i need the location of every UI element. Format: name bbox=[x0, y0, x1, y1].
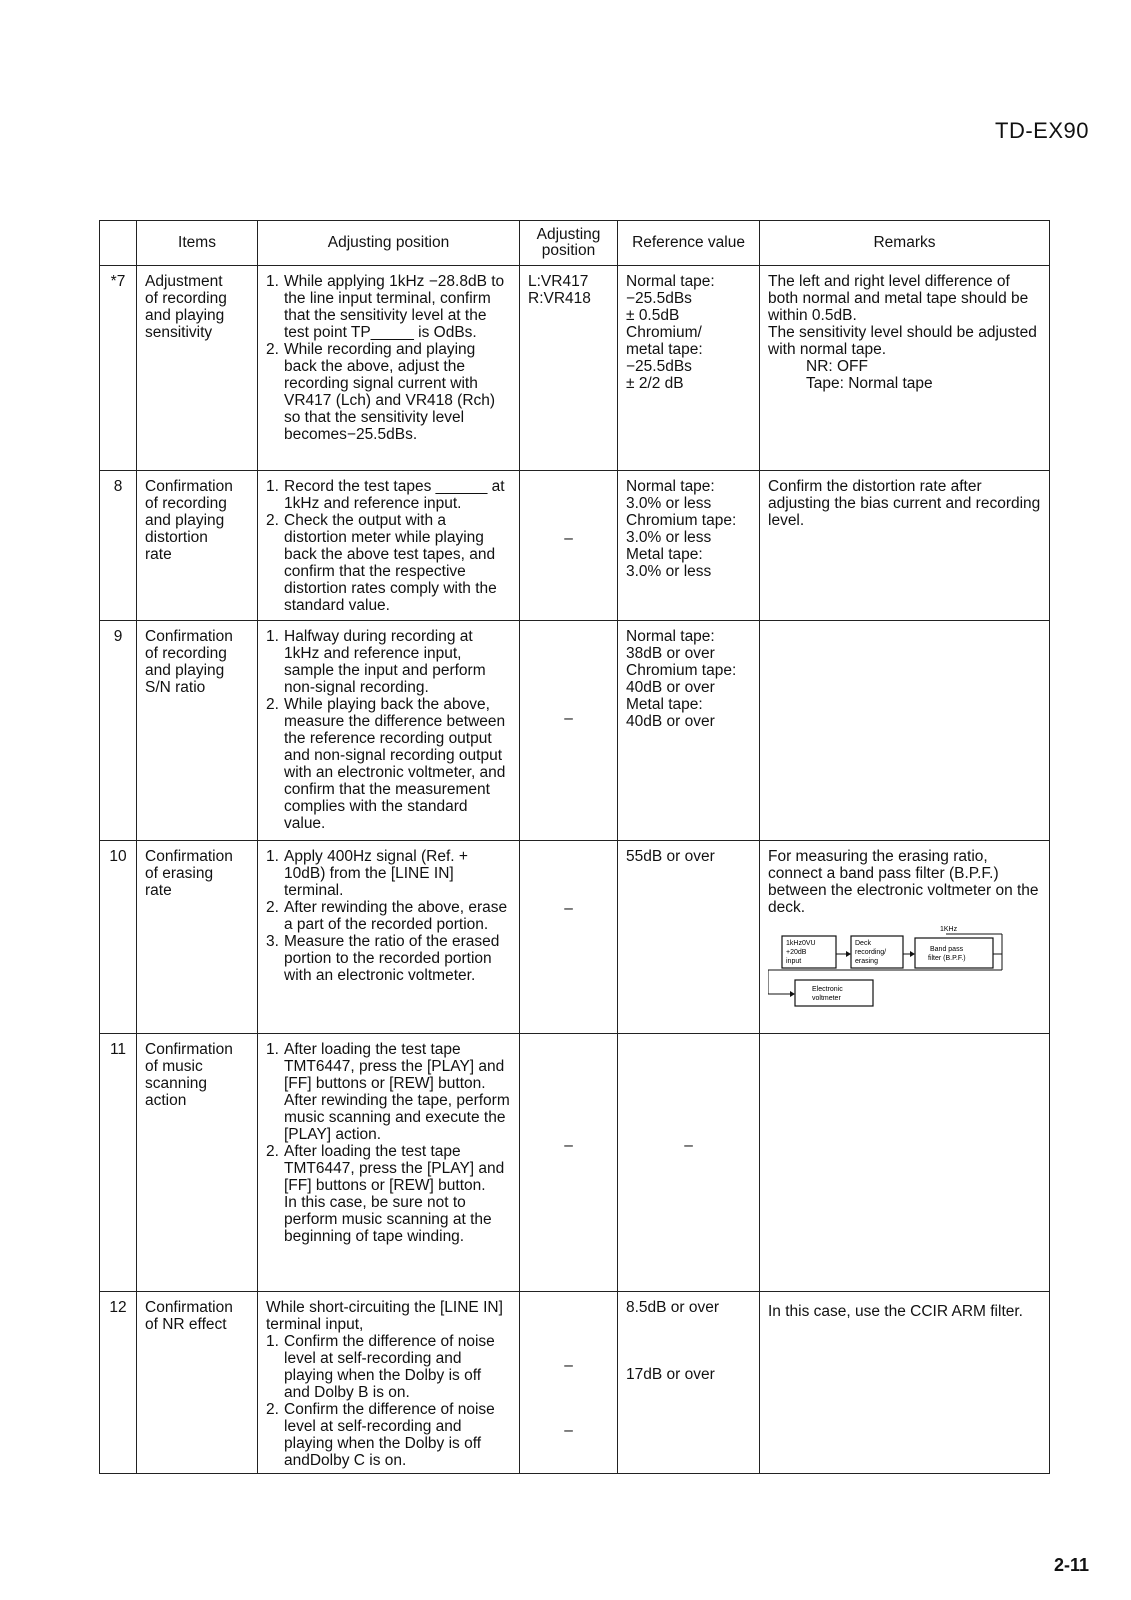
reference-line: 55dB or over bbox=[626, 848, 715, 865]
remarks-line: For measuring the erasing ratio, connect a band pass filter (B.P.F.) between the electronic voltmeter on the deck. bbox=[768, 848, 1039, 916]
table-row bbox=[100, 1292, 1050, 1474]
position-cell bbox=[520, 841, 618, 1034]
reference-line: Normal tape: bbox=[626, 273, 715, 290]
item-line: Confirmation bbox=[145, 628, 233, 645]
item-line: rate bbox=[145, 546, 172, 563]
diagram-input-label: +20dB bbox=[786, 949, 807, 956]
item-line: sensitivity bbox=[145, 324, 213, 341]
procedure-intro: While short-circuiting the [LINE IN] terminal input, bbox=[266, 1299, 503, 1333]
diagram-deck-label: erasing bbox=[855, 958, 878, 965]
diagram-voltmeter-label: Electronic bbox=[812, 986, 843, 993]
remarks-line: NR: OFF bbox=[806, 358, 868, 375]
header-remarks: Remarks bbox=[760, 221, 1050, 266]
remarks-cell bbox=[760, 621, 1050, 841]
procedure-step: 2. Check the output with a distortion meter while playing back the above test tapes, and confirm that the respective distortion rates comply with the standard value. bbox=[266, 512, 497, 614]
position-cell bbox=[520, 471, 618, 621]
item-line: action bbox=[145, 1092, 187, 1109]
item-cell bbox=[137, 841, 258, 1034]
position-value: – bbox=[564, 530, 573, 547]
position-cell bbox=[520, 1034, 618, 1292]
position-value: L:VR417 bbox=[528, 273, 589, 290]
position-value: – bbox=[564, 1137, 573, 1154]
procedure-step: 1. After loading the test tape TMT6447, press the [PLAY] and [FF] buttons or [REW] button. After rewinding the tape, perform music scanning and execute the [PLAY] action. bbox=[266, 1041, 510, 1143]
reference-line: Normal tape: bbox=[626, 628, 715, 645]
procedure-cell bbox=[258, 621, 520, 841]
remarks-cell bbox=[760, 841, 1050, 1034]
reference-line: 3.0% or less bbox=[626, 529, 712, 546]
reference-line: Metal tape: bbox=[626, 696, 703, 713]
diagram-arrowhead bbox=[910, 951, 915, 957]
table-header-row bbox=[100, 221, 1050, 266]
reference-line: 40dB or over bbox=[626, 679, 715, 696]
table-row bbox=[100, 1034, 1050, 1292]
item-line: and playing bbox=[145, 307, 225, 324]
reference-line: −25.5dBs bbox=[626, 290, 692, 307]
item-line: Adjustment bbox=[145, 273, 223, 290]
procedure-step: 2. While playing back the above, measure the difference between the reference recording output and non-signal recording output with an electronic voltmeter, and confirm that the measurement complies with the standard value. bbox=[266, 696, 506, 832]
procedure-step: 1. Halfway during recording at 1kHz and reference input, sample the input and perform non-signal recording. bbox=[266, 628, 486, 696]
reference-line: – bbox=[684, 1137, 693, 1154]
remarks-line: In this case, use the CCIR ARM filter. bbox=[768, 1303, 1023, 1320]
reference-line: 17dB or over bbox=[626, 1366, 715, 1383]
remarks-line: Confirm the distortion rate after adjusting the bias current and recording level. bbox=[768, 478, 1041, 529]
procedure-step: 1. Record the test tapes ______ at 1kHz and reference input. bbox=[266, 478, 505, 512]
item-cell bbox=[137, 1292, 258, 1474]
position-cell bbox=[520, 621, 618, 841]
reference-line: ± 0.5dB bbox=[626, 307, 680, 324]
remarks-cell bbox=[760, 1034, 1050, 1292]
diagram-bpf-box bbox=[915, 938, 993, 968]
procedure-cell bbox=[258, 266, 520, 471]
reference-cell bbox=[618, 1034, 760, 1292]
diagram-voltmeter-label: voltmeter bbox=[812, 995, 841, 1002]
diagram-arrowhead bbox=[846, 951, 851, 957]
table-row bbox=[100, 471, 1050, 621]
reference-line: −25.5dBs bbox=[626, 358, 692, 375]
model-number: TD-EX90 bbox=[995, 118, 1089, 143]
item-cell bbox=[137, 266, 258, 471]
diagram-input-label: 1kHz0VU bbox=[786, 940, 816, 947]
item-line: of music bbox=[145, 1058, 203, 1075]
item-line: of recording bbox=[145, 290, 227, 307]
procedure-step: 2. Confirm the difference of noise level at self-recording and playing when the Dolby is off andDolby C is on. bbox=[266, 1401, 495, 1469]
item-line: Confirmation bbox=[145, 1041, 233, 1058]
position-cell bbox=[520, 1292, 618, 1474]
item-line: of recording bbox=[145, 645, 227, 662]
item-line: and playing bbox=[145, 662, 225, 679]
remarks-line: The left and right level difference of both normal and metal tape should be within 0.5dB. bbox=[768, 273, 1029, 324]
table-row bbox=[100, 266, 1050, 471]
reference-line: metal tape: bbox=[626, 341, 703, 358]
procedure-cell bbox=[258, 471, 520, 621]
diagram-input-label: input bbox=[786, 958, 802, 965]
measurement-block-diagram bbox=[768, 922, 1004, 1008]
diagram-deck-label: Deck bbox=[855, 940, 871, 947]
position-cell bbox=[520, 266, 618, 471]
reference-cell bbox=[618, 621, 760, 841]
diagram-bpf-label: filter (B.P.F.) bbox=[928, 955, 966, 962]
item-line: S/N ratio bbox=[145, 679, 206, 696]
reference-line: 8.5dB or over bbox=[626, 1299, 720, 1316]
procedure-step: 1. Apply 400Hz signal (Ref. + 10dB) from the [LINE IN] terminal. bbox=[266, 848, 468, 899]
position-value: – bbox=[564, 710, 573, 727]
reference-line: 40dB or over bbox=[626, 713, 715, 730]
header-items: Items bbox=[137, 221, 258, 266]
remarks-cell bbox=[760, 471, 1050, 621]
item-cell bbox=[137, 1034, 258, 1292]
item-cell bbox=[137, 471, 258, 621]
diagram-deck-label: recording/ bbox=[855, 949, 887, 956]
procedure-cell bbox=[258, 841, 520, 1034]
reference-line: Metal tape: bbox=[626, 546, 703, 563]
row-number: 8 bbox=[100, 471, 137, 621]
adjustment-table bbox=[99, 220, 1050, 1474]
position-value: – bbox=[564, 1357, 573, 1374]
remarks-line: Tape: Normal tape bbox=[806, 375, 933, 392]
row-number: 9 bbox=[100, 621, 137, 841]
position-value: – bbox=[564, 1422, 573, 1439]
procedure-step: 2. After rewinding the above, erase a part of the recorded portion. bbox=[266, 899, 508, 933]
reference-cell bbox=[618, 1292, 760, 1474]
procedure-step: 1. Confirm the difference of noise level at self-recording and playing when the Dolby is off and Dolby B is on. bbox=[266, 1333, 495, 1401]
item-line: Confirmation bbox=[145, 1299, 233, 1316]
item-line: Confirmation bbox=[145, 478, 233, 495]
diagram-bpf-label: Band pass bbox=[930, 946, 964, 953]
procedure-step: 2. While recording and playing back the above, adjust the recording signal current with VR417 (Lch) and VR418 (Rch) so that the sensitivity level becomes−25.5dBs. bbox=[266, 341, 496, 443]
procedure-step: 2. After loading the test tape TMT6447, press the [PLAY] and [FF] buttons or [REW] button. In this case, be sure not to perform music scanning at the beginning of tape winding. bbox=[266, 1143, 505, 1245]
header-adjusting-position: Adjusting position bbox=[258, 221, 520, 266]
remarks-line: The sensitivity level should be adjusted with normal tape. bbox=[768, 324, 1037, 358]
item-line: of erasing bbox=[145, 865, 214, 882]
page-number: 2-11 bbox=[1053, 1555, 1089, 1575]
item-line: of recording bbox=[145, 495, 227, 512]
item-line: distortion bbox=[145, 529, 208, 546]
row-number: 11 bbox=[100, 1034, 137, 1292]
reference-line: Chromium/ bbox=[626, 324, 702, 341]
remarks-cell bbox=[760, 266, 1050, 471]
header-reference-value: Reference value bbox=[618, 221, 760, 266]
item-line: scanning bbox=[145, 1075, 208, 1092]
row-number: 12 bbox=[100, 1292, 137, 1474]
reference-cell bbox=[618, 841, 760, 1034]
procedure-step: 1. While applying 1kHz −28.8dB to the line input terminal, confirm that the sensitivity level at the test point TP_____ is OdBs. bbox=[266, 273, 505, 341]
row-number: *7 bbox=[100, 266, 137, 471]
remarks-cell bbox=[760, 1292, 1050, 1474]
position-value: – bbox=[564, 900, 573, 917]
reference-line: 3.0% or less bbox=[626, 563, 712, 580]
header-number bbox=[100, 221, 137, 266]
item-cell bbox=[137, 621, 258, 841]
reference-line: 38dB or over bbox=[626, 645, 715, 662]
table-row bbox=[100, 621, 1050, 841]
diagram-arrowhead bbox=[790, 991, 795, 997]
procedure-step: 3. Measure the ratio of the erased portion to the recorded portion with an electronic voltmeter. bbox=[266, 933, 500, 984]
reference-line: Chromium tape: bbox=[626, 512, 737, 529]
table-row bbox=[100, 841, 1050, 1034]
row-number: 10 bbox=[100, 841, 137, 1034]
item-line: of NR effect bbox=[145, 1316, 227, 1333]
item-line: Confirmation bbox=[145, 848, 233, 865]
reference-line: ± 2/2 dB bbox=[626, 375, 684, 392]
reference-line: 3.0% or less bbox=[626, 495, 712, 512]
procedure-cell bbox=[258, 1292, 520, 1474]
reference-line: Normal tape: bbox=[626, 478, 715, 495]
header-adjusting-position-2: Adjusting position bbox=[520, 221, 618, 266]
diagram-frequency-label: 1KHz bbox=[940, 926, 958, 933]
diagram-voltmeter-box bbox=[795, 980, 873, 1006]
item-line: and playing bbox=[145, 512, 225, 529]
reference-cell bbox=[618, 471, 760, 621]
reference-cell bbox=[618, 266, 760, 471]
position-value: R:VR418 bbox=[528, 290, 591, 307]
procedure-cell bbox=[258, 1034, 520, 1292]
item-line: rate bbox=[145, 882, 172, 899]
reference-line: Chromium tape: bbox=[626, 662, 737, 679]
